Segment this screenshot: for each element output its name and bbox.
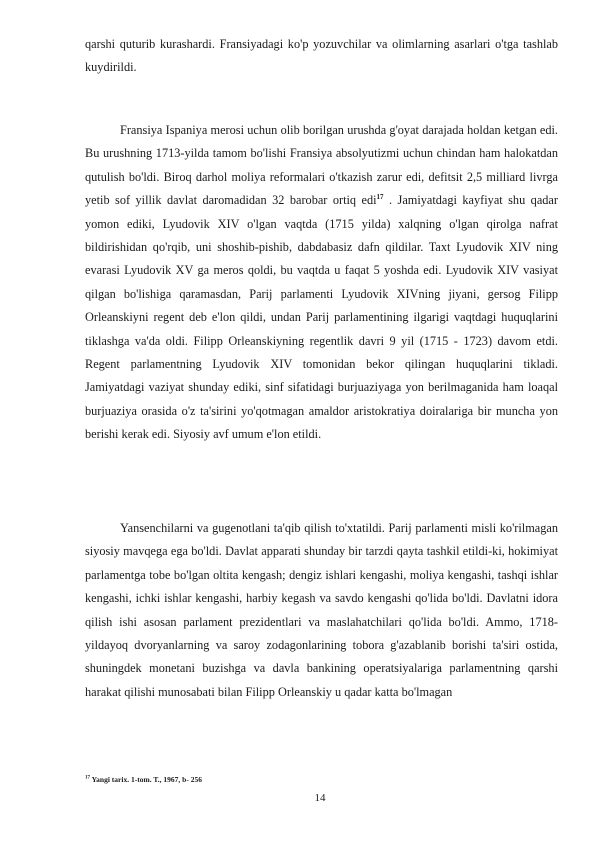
paragraph-third xyxy=(85,517,558,704)
footnote-number: 17 xyxy=(85,775,90,781)
paragraph-text xyxy=(85,119,558,447)
footnote-text: Yangi tarix. 1-tom. T., 1967, b- 256 xyxy=(90,775,202,784)
footnote-reference[interactable]: 17 xyxy=(376,193,384,202)
page-number: 14 xyxy=(314,792,326,804)
footnote xyxy=(85,775,202,785)
paragraph-text-part: . Jamiyatdagi kayfiyat shu qadar yomon ediki, Lyudovik XIV o'lgan vaqtda (1715 yilda) xalqning o'lgan qirolga nafrat bildirishidan qo'rqib, uni shoshib-pishib, dabdabasiz dafn qildilar. Taxt Lyudovik XIV ning evarasi Lyudovik XV ga meros qoldi, bu vaqtda u faqat 5 yoshda edi. Lyudovik XIV vasiyat qilgan bo'lishiga qaramasdan, Parij parlamenti Lyudovik XIVning jiyani, gersog Filipp Orleanskiyni regent deb e'lon qildi, undan Parij parlamentining ilgarigi vaqtdagi huquqlarini tiklashga va'da oldi. Filipp Orleanskiyning regentlik davri 9 yil (1715 - 1723) davom etdi. Regent parlamentning Lyudovik XIV tomonidan bekor qilingan huquqlarini tikladi. Jamiyatdagi vaziyat shunday ediki, sinf sifatidagi burjuaziyaga yon berilmaganida ham loaqal burjuaziya orasida o'z ta'sirini yo'qotmagan amaldor aristokratiya doiralariga bir muncha yon berishi kerak edi. Siyosiy avf umum e'lon etildi. xyxy=(85,193,558,442)
paragraph-text: qarshi quturib kurashardi. Fransiyadagi ko'p yozuvchilar va olimlarning asarlari o'tga tashlab kuydirildi. xyxy=(85,37,558,75)
paragraph-text-part: Fransiya Ispaniya merosi uchun olib borilgan urushda g'oyat darajada holdan ketgan edi. Bu urushning 1713-yilda tamom bo'lishi Fransiya absolyutizmi uchun chindan ham halokatdan qutulish bo'ldi. Biroq darhol moliya reformalari o'tkazish zarur edi, defitsit 2,5 milliard livrga yetib sof yillik davlat daromadidan 32 barobar ortiq edi xyxy=(85,123,558,208)
paragraph-main xyxy=(85,119,558,447)
paragraph-continuation xyxy=(85,33,558,80)
paragraph-text: Yansenchilarni va gugenotlani ta'qib qilish to'xtatildi. Parij parlamenti misli ko'rilmagan siyosiy mavqega ega bo'ldi. Davlat apparati shunday bir tarzdi qayta tashkil etildi-ki, hokimiyat parlamentga tobe bo'lgan oltita kengash; dengiz ishlari kengashi, moliya kengashi, tashqi ishlar kengashi, ichki ishlar kengashi, harbiy kegash va savdo kengashi qo'lida bo'ldi. Davlatni idora qilish ishi asosan parlament prezidentlari va maslahatchilari qo'lida bo'ldi. Ammo, 1718-yildayoq dvoryanlarning va saroy zodagonlarining tobora g'azablanib borishi ta'siri ostida, shuningdek monetani buzishga va davla bankining operatsiyalariga parlamentning qarshi harakat qilishi munosabati bilan Filipp Orleanskiy u qadar katta bo'lmagan xyxy=(85,521,558,699)
